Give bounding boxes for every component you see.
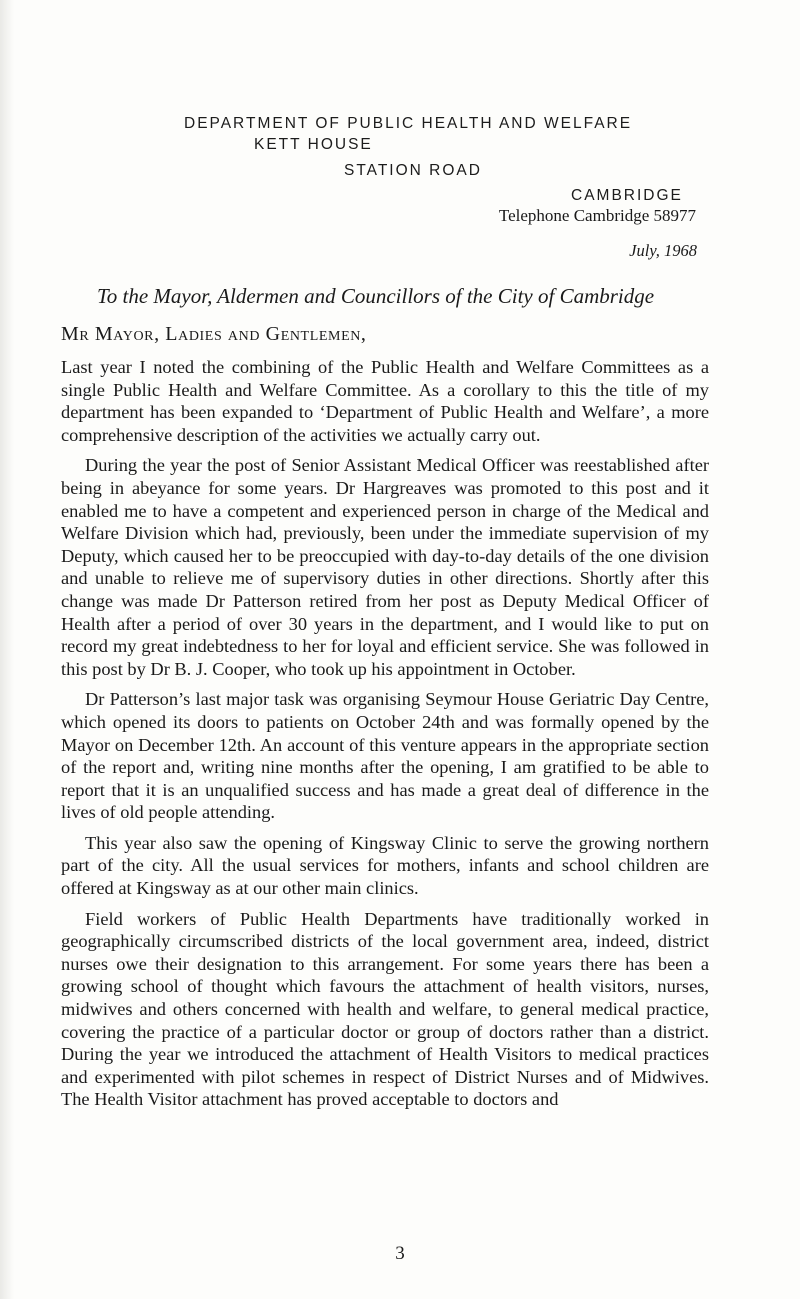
department-heading: DEPARTMENT OF PUBLIC HEALTH AND WELFARE xyxy=(184,115,633,132)
body-paragraph: During the year the post of Senior Assistant Medical Officer was reestablished after being in abeyance for some years. Dr Hargreaves was promoted to this post and it enabled me to have a competent and experienced person in charge of the Medical and Welfare Division which had, previously, been under the immediate supervision of my Deputy, which caused her to be preoccupied with day-to-day details of the one division and unable to relieve me of supervisory duties in other directions. Shortly after this change was made Dr Patterson retired from her post as Deputy Medical Officer of Health after a period of over 30 years in the department, and I would like to put on record my great indebtedness to her for loyal and efficient service. She was followed in this post by Dr B. J. Cooper, who took up his appointment in October. xyxy=(61,455,709,679)
address-street: STATION ROAD xyxy=(344,162,482,179)
telephone-line: Telephone Cambridge 58977 xyxy=(498,206,696,225)
address-building: KETT HOUSE xyxy=(254,136,373,153)
letter-body xyxy=(61,356,709,1119)
body-paragraph: Field workers of Public Health Departments have traditionally worked in geographically circumscribed districts of the local government area, indeed, district nurses owe their designation to this arrangement. For some years there has been a growing school of thought which favours the attachment of health visitors, nurses, midwives and others concerned with health and welfare, to general medical practice, covering the practice of a particular doctor or group of doctors rather than a district. During the year we introduced the attachment of Health Visitors to medical practices and experimented with pilot schemes in respect of District Nurses and of Midwives. The Health Visitor attachment has proved acceptable to doctors and xyxy=(61,908,709,1110)
salutation: Mr Mayor, Ladies and Gentlemen, xyxy=(61,323,367,345)
body-paragraph: Last year I noted the combining of the Public Health and Welfare Committees as a single Public Health and Welfare Committee. As a corollary to this the title of my department has been expanded to ‘Department of Public Health and Welfare’, a more comprehensive description of the activities we actually carry out. xyxy=(61,357,709,445)
addressee-line: To the Mayor, Aldermen and Councillors of the City of Cambridge xyxy=(97,284,655,308)
body-paragraph: Dr Patterson’s last major task was organising Seymour House Geriatric Day Centre, which opened its doors to patients on October 24th and was formally opened by the Mayor on December 12th. An account of this venture appears in the appropriate section of the report and, writing nine months after the opening, I am gratified to be able to report that it is an unqualified success and has made a great deal of difference in the lives of old people attending. xyxy=(61,689,709,823)
body-paragraph: This year also saw the opening of Kingsway Clinic to serve the growing northern part of the city. All the usual services for mothers, infants and school children are offered at Kingsway as at our other main clinics. xyxy=(61,832,709,899)
page-edge-shadow xyxy=(0,0,14,1299)
address-city: CAMBRIDGE xyxy=(571,187,683,204)
page-number: 3 xyxy=(395,1243,405,1264)
letter-date: July, 1968 xyxy=(629,241,697,260)
